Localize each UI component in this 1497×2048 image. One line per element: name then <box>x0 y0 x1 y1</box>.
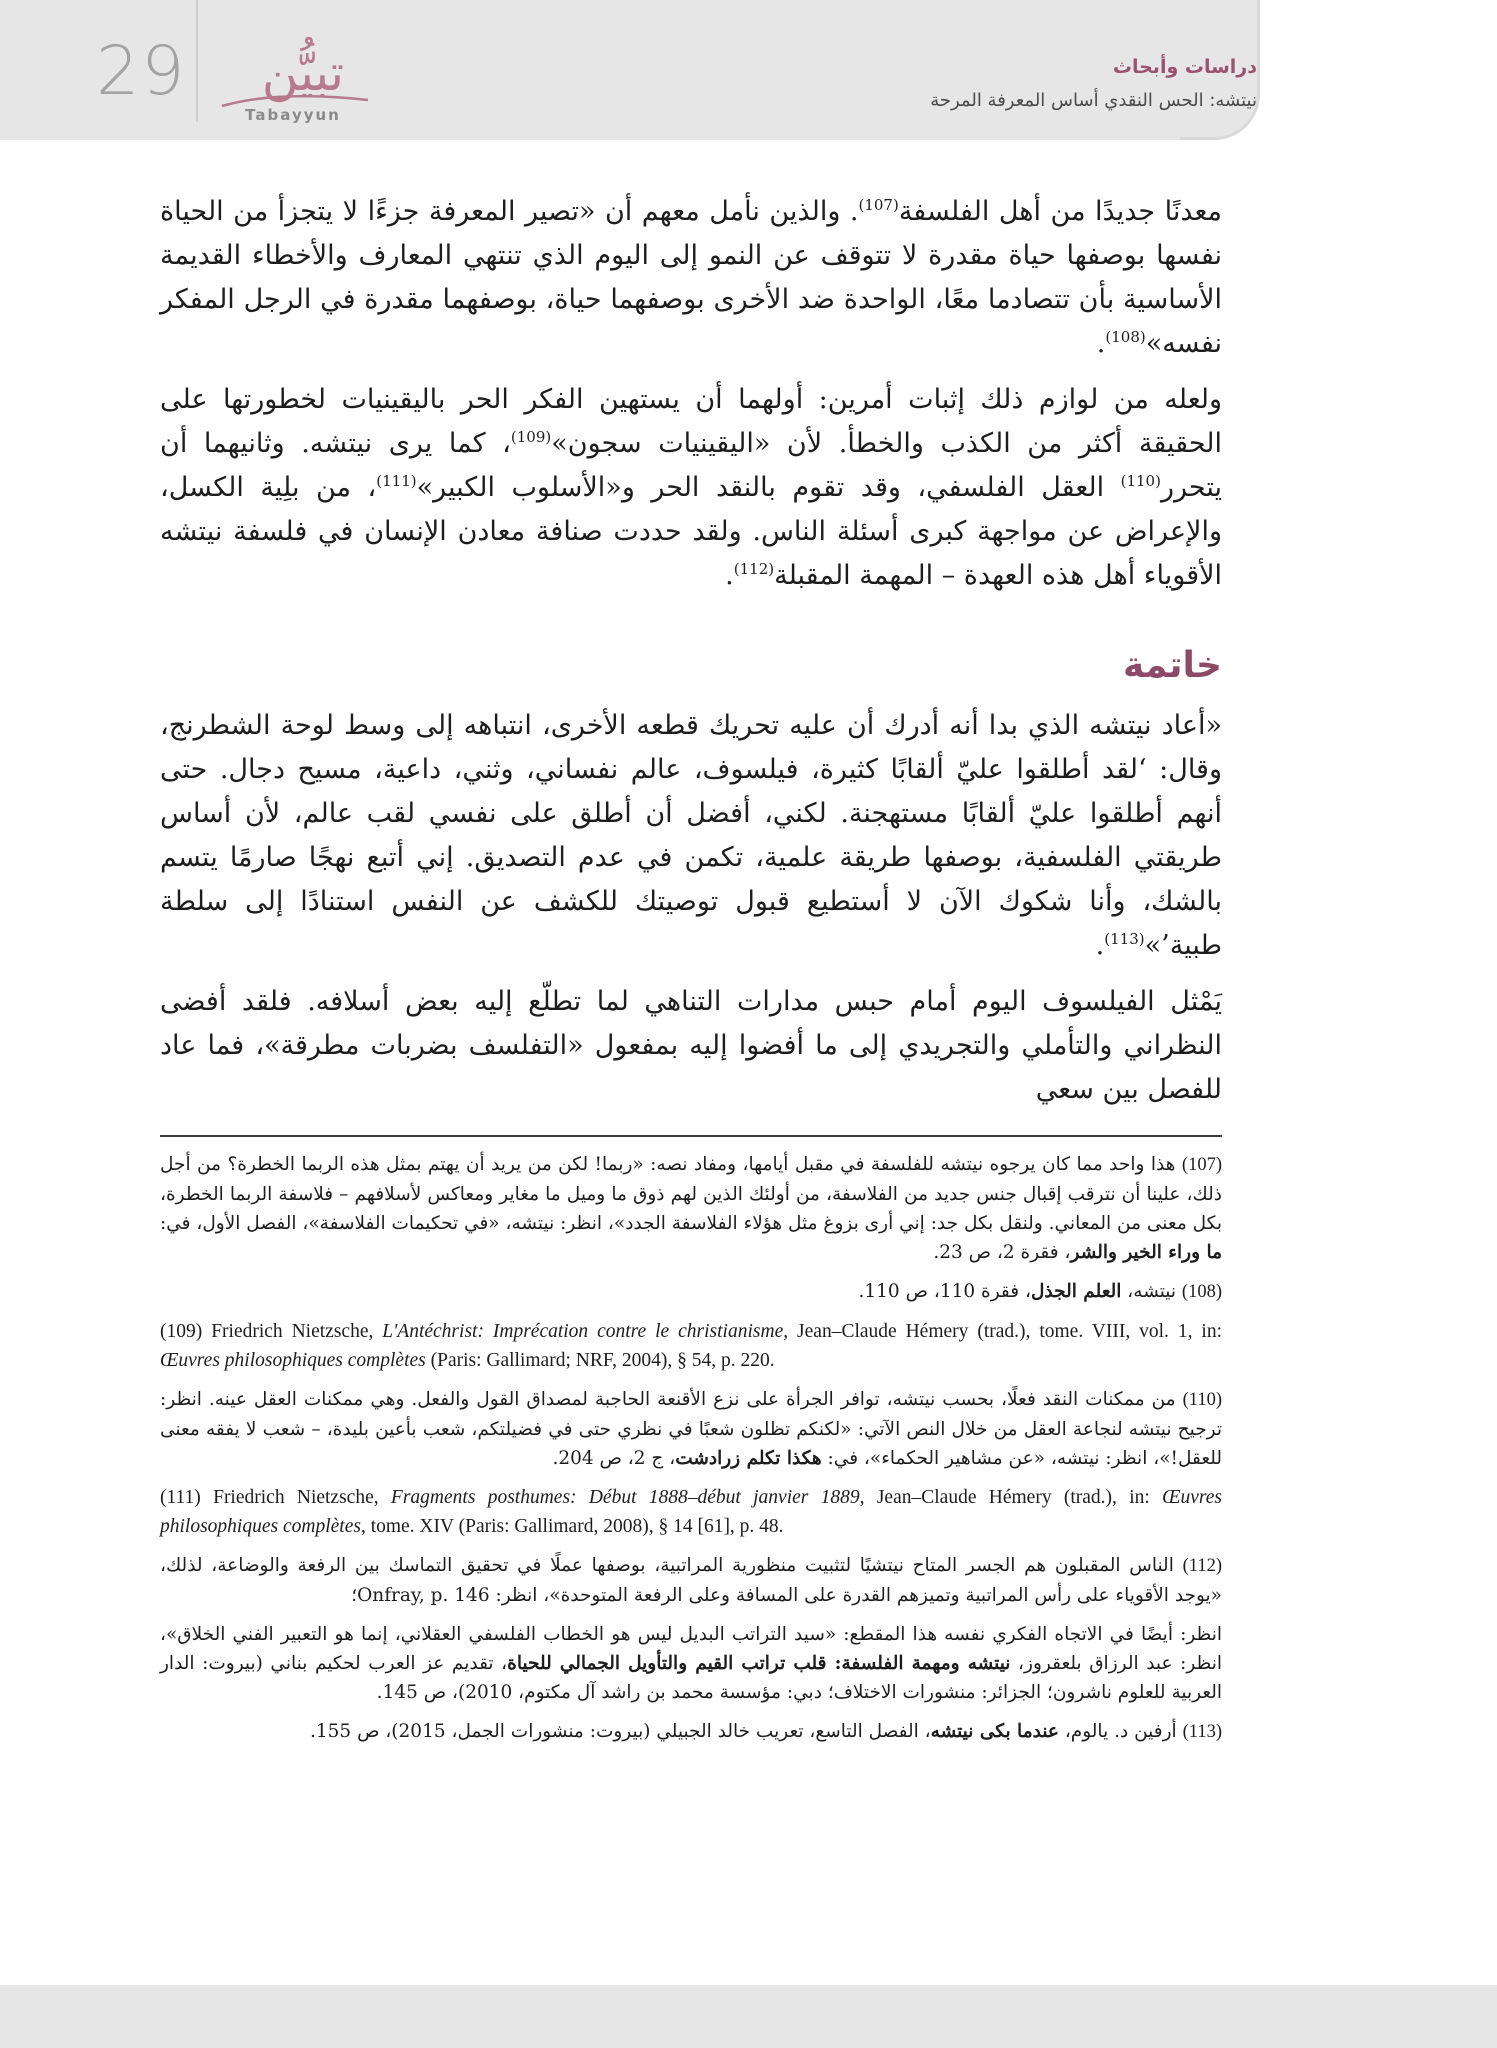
header-divider <box>196 0 198 122</box>
text-run: هذا واحد مما كان يرجوه نيتشه للفلسفة في مقبل أيامها، ومفاد نصه: «ربما! لكن من يريد أن يهتم بمثل هذه الربما الخطرة؟ من أجل ذلك، علينا أن نترقب إقبال جنس جديد من الفلاسفة، من أولئك الذين لهم ذوق ما وميل ما مغاير ومعاكس لأسلافهم – فلاسفة الربما الخطرة، بكل معنى من المعاني. ولنقل بكل جد: إني أرى بزوغ مثل هؤلاء الفلاسفة الجدد»، انظر: نيتشه، «في تحكيمات الفلاسفة»، الفصل الأول، في: <box>160 1154 1222 1234</box>
text-run: . <box>1096 328 1106 359</box>
section-label: دراسات وأبحاث <box>1112 56 1257 78</box>
logo-latin-wordmark: Tabayyun <box>245 106 341 124</box>
text-run: ، ج 2، ص 204. <box>552 1448 676 1469</box>
book-title: ما وراء الخير والشر <box>1070 1242 1222 1263</box>
text-run: . <box>725 560 734 591</box>
section-heading: خاتمة <box>1123 645 1222 686</box>
book-title: Fragments posthumes: Début 1888–début janvier 1889 <box>390 1487 860 1508</box>
text-run: Friedrich Nietzsche, <box>211 1321 383 1342</box>
footnote-number: (113) <box>1182 1722 1222 1742</box>
text-run: ، تقديم عز العرب لحكيم بناني (بيروت: الدار العربية للعلوم ناشرون؛ الجزائر: منشورات الاختلاف؛ دبي: مؤسسة محمد بن راشد آل مكتوم، 2010)، ص 145. <box>160 1653 1222 1703</box>
paragraph-2 <box>160 378 1222 598</box>
footnote-ref-108[interactable]: (108) <box>1105 328 1146 346</box>
footnote-109 <box>160 1317 1222 1375</box>
footnote-ref-107[interactable]: (107) <box>858 196 899 214</box>
text-run: الناس المقبلون هم الجسر المتاح نيتشيًا لتثبيت منظورية المراتبية، بوصفها عملًا في تحقيق التماسك بين الرفعة والوضاعة، لذلك، «يوجد الأقوياء على رأس المراتبية وتميزهم القدرة على المسافة وعلى الرفعة المتوحدة»، انظر: Onfray, p. 146؛ <box>160 1555 1222 1606</box>
footnote-110 <box>160 1385 1222 1473</box>
text-run: «أعاد نيتشه الذي بدا أنه أدرك أن عليه تحريك قطعه الأخرى، انتباهه إلى وسط لوحة الشطرنج، وقال: ‘لقد أطلقوا عليّ ألقابًا كثيرة، فيلسوف، عالم نفساني، وثني، داعية، مسيح دجال. حتى أنهم أطلقوا عليّ ألقابًا مستهجنة. لكني، أفضل أن أطلق على نفسي لقب عالم، لأن أساس طريقتي الفلسفية، بوصفها طريقة علمية، تكمن في عدم التصديق. إني أتبع نهجًا صارمًا يتسم بالشك، وأنا شكوك الآن لا أستطيع قبول توصيتك للكشف عن النفس استنادًا إلى سلطة طبية’» <box>160 710 1222 961</box>
main-text <box>160 190 1222 1124</box>
text-run: ، كما يرى نيتشه. وثانيهما أن يتحرر <box>160 428 1222 503</box>
page-number: 29 <box>96 32 187 111</box>
paragraph-1 <box>160 190 1222 366</box>
footnote-ref-109[interactable]: (109) <box>510 428 552 446</box>
paragraph-4: يَمْثل الفيلسوف اليوم أمام حبس مدارات التناهي لما تطلّع إليه بعض أسلافه. فلقد أفضى النظراني والتأملي والتجريدي إلى ما أفضوا إليه بمفعول «التفلسف بضربات مطرقة»، فما عاد للفصل بين سعي <box>160 986 1222 1105</box>
footnote-108 <box>160 1277 1222 1307</box>
text-run: ولعله من لوازم ذلك إثبات أمرين: أولهما أن يستهين الفكر الحر باليقينيات لخطورتها على الحقيقة أكثر من الكذب والخطأ. لأن «اليقينيات سجون» <box>160 384 1222 459</box>
text-run: ، فقرة 110، ص 110. <box>858 1281 1031 1302</box>
text-run: , Jean–Claude Hémery (trad.), tome. VIII, vol. 1, in: <box>783 1321 1223 1342</box>
series-title: Œuvres philosophiques complètes <box>160 1350 426 1371</box>
series-title: Œuvres philosophiques complètes <box>160 1487 1223 1537</box>
footnote-number: (110) <box>1182 1390 1222 1410</box>
text-run: نيتشه، <box>1121 1281 1177 1302</box>
footnote-separator <box>160 1135 1222 1137</box>
text-run: ، فقرة 2، ص 23. <box>933 1242 1071 1263</box>
text-run: , Jean–Claude Hémery (trad.), in: <box>859 1487 1163 1508</box>
running-title: نيتشه: الحس النقدي أساس المعرفة المرحة <box>930 90 1257 111</box>
footnote-number: (107) <box>1181 1155 1222 1175</box>
footnotes <box>160 1150 1222 1757</box>
text-run: ، الفصل التاسع، تعريب خالد الجبيلي (بيروت: منشورات الجمل، 2015)، ص 155. <box>310 1721 931 1742</box>
book-title: العلم الجذل <box>1030 1281 1122 1302</box>
page-footer-band <box>0 1985 1497 2048</box>
text-run: Friedrich Nietzsche, <box>213 1487 391 1508</box>
text-run: . <box>1095 930 1105 961</box>
footnote-112-continued <box>160 1620 1222 1707</box>
text-run: . والذين نأمل معهم أن «تصير المعرفة جزءًا لا يتجزأ من الحياة نفسها بوصفها حياة مقدرة لا تتوقف عن النمو إلى اليوم الذي تنتهي المعارف والأخطاء القديمة الأساسية بأن تتصادما معًا، الواحدة ضد الأخرى بوصفهما حياة، بوصفهما مقدرة في الرجل المفكر نفسه» <box>160 196 1222 359</box>
text-run: العقل الفلسفي، وقد تقوم بالنقد الحر و«الأسلوب الكبير» <box>416 472 1121 503</box>
footnote-number: (109) <box>160 1321 203 1342</box>
text-run: , tome. XIV (Paris: Gallimard, 2008), § 14 [61], p. 48. <box>360 1516 784 1537</box>
book-title: عندما بكى نيتشه <box>930 1721 1059 1742</box>
footnote-ref-113[interactable]: (113) <box>1104 930 1145 948</box>
logo-arabic-wordmark: تبيُّن <box>261 44 345 102</box>
page-header <box>0 0 1497 140</box>
footnote-number: (108) <box>1181 1282 1222 1302</box>
paragraph-3 <box>160 704 1222 968</box>
book-title: L'Antéchrist: Imprécation contre le christianisme <box>382 1321 784 1342</box>
text-run: معدنًا جديدًا من أهل الفلسفة <box>898 196 1223 227</box>
journal-logo <box>218 44 398 130</box>
footnote-ref-110[interactable]: (110) <box>1120 472 1161 490</box>
header-background <box>0 0 1260 140</box>
text-run: (Paris: Gallimard; NRF, 2004), § 54, p. 220. <box>425 1350 775 1371</box>
footnote-112 <box>160 1551 1222 1610</box>
text-run: ، من بلِية الكسل، والإعراض عن مواجهة كبرى أسئلة الناس. ولقد حددت صنافة معادن الإنسان في فلسفة نيتشه الأقوياء أهل هذه العهدة – المهمة المقبلة <box>160 472 1222 591</box>
text-run: من ممكنات النقد فعلًا، بحسب نيتشه، توافر الجرأة على نزع الأقنعة الحاجبة لمصداق القول والفعل. وهي ممكنات العقل عينه. انظر: ترجيح نيتشه لنجاعة العقل من خلال النص الآتي: «لكنكم تظلون شعبًا في نظري حتى في فضيلتكم، شعب بأعين بليدة، – شعب لا يفقه معنى للعقل!»، انظر: نيتشه، «عن مشاهير الحكماء»، في: <box>160 1389 1222 1469</box>
footnote-number: (111) <box>160 1487 201 1508</box>
footnote-107 <box>160 1150 1222 1267</box>
book-title: هكذا تكلم زرادشت <box>675 1448 822 1469</box>
footnote-113 <box>160 1717 1222 1747</box>
text-run: أرفين د. يالوم، <box>1058 1721 1177 1742</box>
footnote-number: (112) <box>1182 1556 1222 1576</box>
footnote-111 <box>160 1483 1222 1541</box>
book-title: نيتشه ومهمة الفلسفة: قلب تراتب القيم والتأويل الجمالي للحياة <box>507 1653 1011 1674</box>
footnote-ref-112[interactable]: (112) <box>733 560 775 578</box>
footnote-ref-111[interactable]: (111) <box>376 472 417 490</box>
text-run: انظر: أيضًا في الاتجاه الفكري نفسه هذا المقطع: «سيد التراتب البديل ليس هو الخطاب الفلسفي العقلاني، إنما هو التعبير الفني الخلاق»، انظر: عبد الرزاق بلعقروز، <box>160 1624 1222 1674</box>
